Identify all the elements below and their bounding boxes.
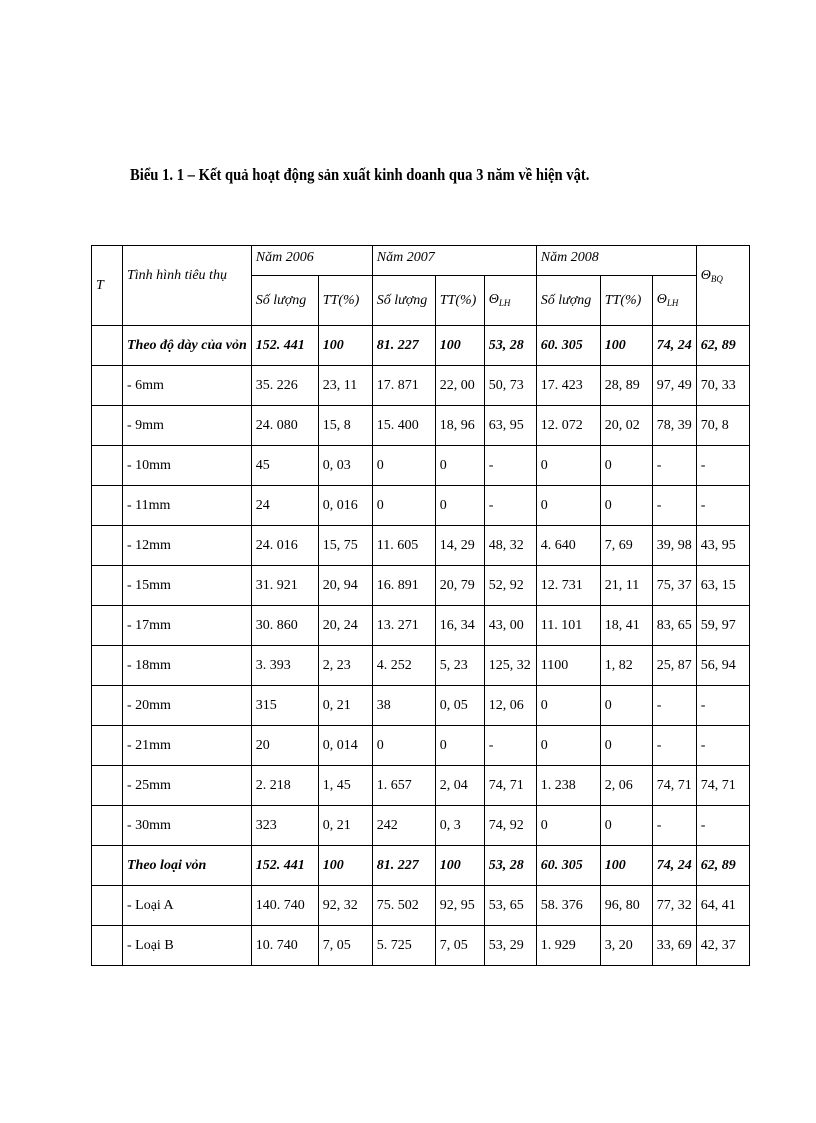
row-value: 7, 05 xyxy=(435,926,484,966)
header-qty-2008: Số lượng xyxy=(536,276,600,326)
row-value: - xyxy=(696,806,749,846)
row-value: 53, 28 xyxy=(484,846,536,886)
header-qty-2007: Số lượng xyxy=(372,276,435,326)
row-value: 70, 8 xyxy=(696,406,749,446)
row-value: 0, 21 xyxy=(318,686,372,726)
row-value: 43, 95 xyxy=(696,526,749,566)
table-row xyxy=(92,366,750,406)
row-label: - 10mm xyxy=(123,446,252,486)
row-value: 100 xyxy=(435,326,484,366)
row-value: 28, 89 xyxy=(600,366,652,406)
row-value: 315 xyxy=(251,686,318,726)
table-row xyxy=(92,606,750,646)
row-value: 81. 227 xyxy=(372,326,435,366)
row-value: 152. 441 xyxy=(251,326,318,366)
table-row xyxy=(92,526,750,566)
row-value: 97, 49 xyxy=(652,366,696,406)
row-value: 62, 89 xyxy=(696,846,749,886)
row-value: 0 xyxy=(536,806,600,846)
row-value: 75. 502 xyxy=(372,886,435,926)
row-t-cell xyxy=(92,686,123,726)
row-value: 96, 80 xyxy=(600,886,652,926)
row-value: 0, 3 xyxy=(435,806,484,846)
row-value: - xyxy=(652,446,696,486)
header-year-2008: Năm 2008 xyxy=(536,246,696,276)
row-value: 74, 24 xyxy=(652,846,696,886)
row-value: - xyxy=(652,806,696,846)
row-value: 0 xyxy=(600,446,652,486)
row-value: 2, 23 xyxy=(318,646,372,686)
document-title: Biểu 1. 1 – Kết quả hoạt động sản xuất kinh doanh qua 3 năm về hiện vật. xyxy=(130,165,590,184)
row-value: 16, 34 xyxy=(435,606,484,646)
row-value: 0, 05 xyxy=(435,686,484,726)
row-label: - Loại B xyxy=(123,926,252,966)
row-t-cell xyxy=(92,766,123,806)
header-year-2006: Năm 2006 xyxy=(251,246,372,276)
row-value: 17. 871 xyxy=(372,366,435,406)
row-t-cell xyxy=(92,526,123,566)
row-value: 24. 016 xyxy=(251,526,318,566)
row-value: 22, 00 xyxy=(435,366,484,406)
row-value: 23, 11 xyxy=(318,366,372,406)
row-value: 1100 xyxy=(536,646,600,686)
row-value: 1. 929 xyxy=(536,926,600,966)
row-label: - Loại A xyxy=(123,886,252,926)
row-value: 13. 271 xyxy=(372,606,435,646)
row-value: 21, 11 xyxy=(600,566,652,606)
row-value: 100 xyxy=(600,326,652,366)
row-value: 12. 731 xyxy=(536,566,600,606)
row-value: 59, 97 xyxy=(696,606,749,646)
row-value: 12, 06 xyxy=(484,686,536,726)
header-tt-2008: TT(%) xyxy=(600,276,652,326)
row-value: 0 xyxy=(600,686,652,726)
row-value: 4. 640 xyxy=(536,526,600,566)
row-t-cell xyxy=(92,446,123,486)
row-value: 53, 29 xyxy=(484,926,536,966)
row-value: 62, 89 xyxy=(696,326,749,366)
row-value: 0 xyxy=(536,686,600,726)
row-value: 42, 37 xyxy=(696,926,749,966)
row-value: - xyxy=(484,446,536,486)
row-value: 0, 016 xyxy=(318,486,372,526)
row-value: 100 xyxy=(600,846,652,886)
row-value: 0 xyxy=(372,726,435,766)
row-t-cell xyxy=(92,606,123,646)
row-value: 33, 69 xyxy=(652,926,696,966)
row-label: - 17mm xyxy=(123,606,252,646)
row-value: 20, 24 xyxy=(318,606,372,646)
row-value: 1, 82 xyxy=(600,646,652,686)
row-value: 0 xyxy=(536,446,600,486)
row-value: - xyxy=(696,486,749,526)
row-value: 4. 252 xyxy=(372,646,435,686)
table-body xyxy=(92,326,750,966)
row-value: 7, 69 xyxy=(600,526,652,566)
row-value: 2. 218 xyxy=(251,766,318,806)
row-value: 20, 02 xyxy=(600,406,652,446)
row-label: Theo loại vỏn xyxy=(123,846,252,886)
row-label: - 12mm xyxy=(123,526,252,566)
row-value: 11. 101 xyxy=(536,606,600,646)
row-value: 10. 740 xyxy=(251,926,318,966)
row-value: 24. 080 xyxy=(251,406,318,446)
table-row xyxy=(92,726,750,766)
row-t-cell xyxy=(92,406,123,446)
row-value: 52, 92 xyxy=(484,566,536,606)
row-t-cell xyxy=(92,926,123,966)
row-value: 0 xyxy=(435,726,484,766)
row-value: - xyxy=(696,726,749,766)
row-t-cell xyxy=(92,566,123,606)
header-theta-lh-2008: $\Theta_{LH}$ xyxy=(652,276,696,326)
row-t-cell xyxy=(92,366,123,406)
row-value: 64, 41 xyxy=(696,886,749,926)
row-value: 3. 393 xyxy=(251,646,318,686)
table-row xyxy=(92,486,750,526)
row-value: 2, 04 xyxy=(435,766,484,806)
row-value: 30. 860 xyxy=(251,606,318,646)
row-value: 0 xyxy=(536,726,600,766)
row-value: 74, 92 xyxy=(484,806,536,846)
row-t-cell xyxy=(92,806,123,846)
row-value: 14, 29 xyxy=(435,526,484,566)
header-t: T xyxy=(92,246,123,326)
row-value: 53, 65 xyxy=(484,886,536,926)
row-value: - xyxy=(484,486,536,526)
row-value: 43, 00 xyxy=(484,606,536,646)
row-value: 15, 8 xyxy=(318,406,372,446)
production-results-table xyxy=(91,245,750,966)
row-value: 20, 79 xyxy=(435,566,484,606)
row-value: 242 xyxy=(372,806,435,846)
table-row xyxy=(92,846,750,886)
row-value: 100 xyxy=(318,326,372,366)
row-value: 74, 71 xyxy=(484,766,536,806)
row-value: 25, 87 xyxy=(652,646,696,686)
row-value: 2, 06 xyxy=(600,766,652,806)
row-label: - 25mm xyxy=(123,766,252,806)
header-theta-lh-2007: $\Theta_{LH}$ xyxy=(484,276,536,326)
row-value: - xyxy=(652,686,696,726)
row-t-cell xyxy=(92,326,123,366)
row-label: - 11mm xyxy=(123,486,252,526)
row-value: 5, 23 xyxy=(435,646,484,686)
row-value: 0, 21 xyxy=(318,806,372,846)
row-value: 75, 37 xyxy=(652,566,696,606)
header-tt-2006: TT(%) xyxy=(318,276,372,326)
row-t-cell xyxy=(92,486,123,526)
table-row xyxy=(92,566,750,606)
row-value: 1, 45 xyxy=(318,766,372,806)
row-value: 83, 65 xyxy=(652,606,696,646)
row-value: 60. 305 xyxy=(536,326,600,366)
row-value: 17. 423 xyxy=(536,366,600,406)
row-label: Theo độ dày của vỏn xyxy=(123,326,252,366)
row-value: 58. 376 xyxy=(536,886,600,926)
row-value: 11. 605 xyxy=(372,526,435,566)
row-value: 0, 014 xyxy=(318,726,372,766)
row-value: 0 xyxy=(435,486,484,526)
row-value: 35. 226 xyxy=(251,366,318,406)
row-value: 1. 657 xyxy=(372,766,435,806)
row-value: 92, 95 xyxy=(435,886,484,926)
row-t-cell xyxy=(92,846,123,886)
table-row xyxy=(92,326,750,366)
row-value: 92, 32 xyxy=(318,886,372,926)
row-value: 38 xyxy=(372,686,435,726)
row-value: 5. 725 xyxy=(372,926,435,966)
row-value: 0 xyxy=(536,486,600,526)
row-t-cell xyxy=(92,886,123,926)
table-row xyxy=(92,646,750,686)
row-value: 12. 072 xyxy=(536,406,600,446)
row-value: 0 xyxy=(600,486,652,526)
row-value: 16. 891 xyxy=(372,566,435,606)
row-value: 63, 95 xyxy=(484,406,536,446)
table-row xyxy=(92,806,750,846)
row-value: 74, 24 xyxy=(652,326,696,366)
header-qty-2006: Số lượng xyxy=(251,276,318,326)
row-value: 74, 71 xyxy=(652,766,696,806)
row-value: 0 xyxy=(372,486,435,526)
row-t-cell xyxy=(92,646,123,686)
row-value: 140. 740 xyxy=(251,886,318,926)
row-value: 0 xyxy=(435,446,484,486)
row-value: 74, 71 xyxy=(696,766,749,806)
row-value: - xyxy=(652,726,696,766)
row-value: 0 xyxy=(600,806,652,846)
row-value: 63, 15 xyxy=(696,566,749,606)
row-value: 1. 238 xyxy=(536,766,600,806)
header-theta-bq: $\Theta_{BQ}$ xyxy=(696,246,749,326)
row-value: 39, 98 xyxy=(652,526,696,566)
row-value: 18, 41 xyxy=(600,606,652,646)
table-row xyxy=(92,926,750,966)
row-value: 56, 94 xyxy=(696,646,749,686)
row-value: 0 xyxy=(600,726,652,766)
header-year-2007: Năm 2007 xyxy=(372,246,536,276)
row-value: - xyxy=(696,446,749,486)
row-value: 18, 96 xyxy=(435,406,484,446)
row-value: 100 xyxy=(435,846,484,886)
row-value: 50, 73 xyxy=(484,366,536,406)
row-value: 3, 20 xyxy=(600,926,652,966)
row-value: 24 xyxy=(251,486,318,526)
row-value: 323 xyxy=(251,806,318,846)
row-value: 152. 441 xyxy=(251,846,318,886)
row-value: 31. 921 xyxy=(251,566,318,606)
row-value: 20, 94 xyxy=(318,566,372,606)
row-value: 77, 32 xyxy=(652,886,696,926)
row-value: 48, 32 xyxy=(484,526,536,566)
table-row xyxy=(92,686,750,726)
row-label: - 30mm xyxy=(123,806,252,846)
row-value: 45 xyxy=(251,446,318,486)
row-value: - xyxy=(652,486,696,526)
row-value: - xyxy=(484,726,536,766)
table-row xyxy=(92,406,750,446)
row-label: - 21mm xyxy=(123,726,252,766)
table-row xyxy=(92,446,750,486)
row-value: 15. 400 xyxy=(372,406,435,446)
row-value: 60. 305 xyxy=(536,846,600,886)
row-value: 70, 33 xyxy=(696,366,749,406)
row-value: 81. 227 xyxy=(372,846,435,886)
row-value: 78, 39 xyxy=(652,406,696,446)
row-value: 15, 75 xyxy=(318,526,372,566)
row-value: 7, 05 xyxy=(318,926,372,966)
row-value: 100 xyxy=(318,846,372,886)
row-value: - xyxy=(696,686,749,726)
row-label: - 20mm xyxy=(123,686,252,726)
header-item: Tình hình tiêu thụ xyxy=(123,246,252,326)
row-label: - 6mm xyxy=(123,366,252,406)
table-row xyxy=(92,886,750,926)
row-label: - 15mm xyxy=(123,566,252,606)
row-t-cell xyxy=(92,726,123,766)
row-value: 53, 28 xyxy=(484,326,536,366)
row-value: 125, 32 xyxy=(484,646,536,686)
row-value: 20 xyxy=(251,726,318,766)
row-value: 0 xyxy=(372,446,435,486)
row-label: - 9mm xyxy=(123,406,252,446)
row-value: 0, 03 xyxy=(318,446,372,486)
header-tt-2007: TT(%) xyxy=(435,276,484,326)
row-label: - 18mm xyxy=(123,646,252,686)
table-row xyxy=(92,766,750,806)
